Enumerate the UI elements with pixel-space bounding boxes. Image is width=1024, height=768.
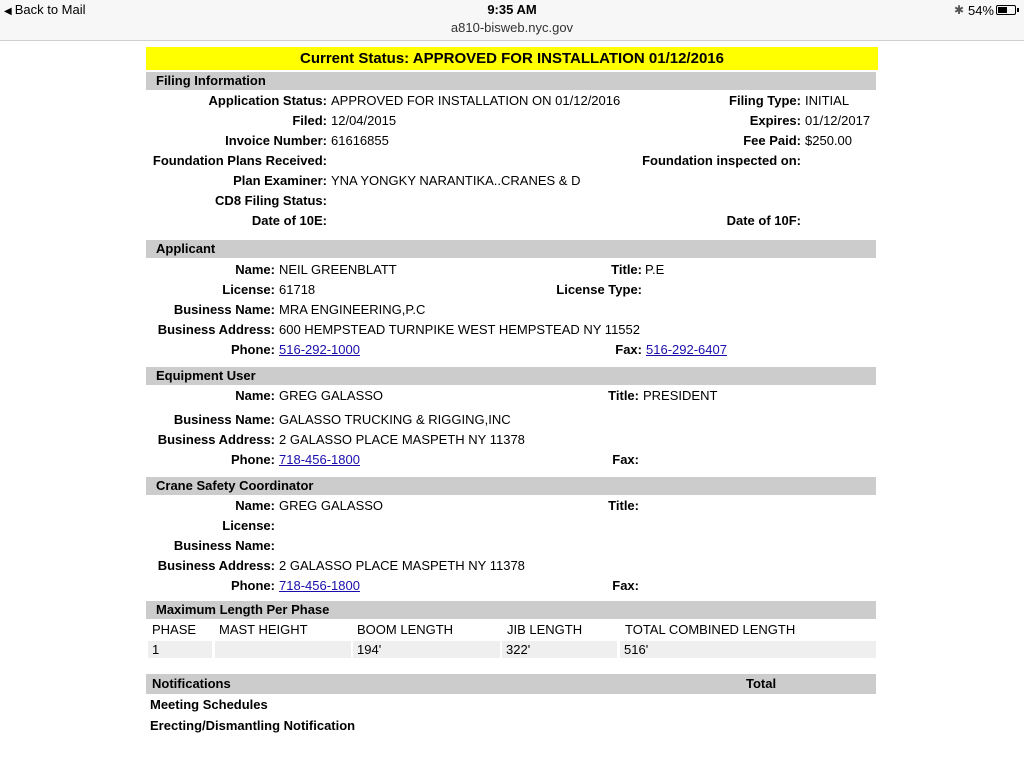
mast-height-cell — [215, 641, 351, 658]
applicant-license-type-label: License Type: — [556, 282, 642, 297]
boom-length-cell: 194' — [353, 641, 500, 658]
crane-safety-license-label: License: — [222, 518, 275, 533]
erecting-dismantling-notification-item: Erecting/Dismantling Notification — [150, 718, 356, 733]
equipment-user-business-name-label: Business Name: — [173, 412, 275, 427]
equipment-user-title-value: PRESIDENT — [643, 388, 718, 403]
equipment-user-phone-link[interactable]: 718-456-1800 — [279, 452, 360, 467]
phase-cell: 1 — [148, 641, 212, 658]
crane-safety-name-value: GREG GALASSO — [279, 498, 384, 513]
applicant-title-value: P.E — [645, 262, 665, 277]
crane-safety-phone-link[interactable]: 718-456-1800 — [279, 578, 360, 593]
section-header-crane-safety: Crane Safety Coordinator — [146, 477, 876, 495]
filed-value: 12/04/2015 — [331, 113, 397, 128]
applicant-business-name-value: MRA ENGINEERING,P.C — [279, 302, 426, 317]
applicant-phone-label: Phone: — [230, 342, 275, 357]
application-status-value: APPROVED FOR INSTALLATION ON 01/12/2016 — [331, 93, 621, 108]
crane-safety-business-address-value: 2 GALASSO PLACE MASPETH NY 11378 — [279, 558, 525, 573]
bluetooth-icon: ✱ — [953, 3, 964, 17]
fee-paid-value: $250.00 — [805, 133, 852, 148]
crane-safety-business-name-label: Business Name: — [173, 538, 275, 553]
application-status-label: Application Status: — [208, 93, 327, 108]
crane-safety-fax-label: Fax: — [612, 578, 639, 593]
equipment-user-business-name-value: GALASSO TRUCKING & RIGGING,INC — [279, 412, 511, 427]
phase-column-header: PHASE — [152, 622, 197, 637]
jib-length-column-header: JIB LENGTH — [507, 622, 583, 637]
applicant-business-address-value: 600 HEMPSTEAD TURNPIKE WEST HEMPSTEAD NY 11552 — [279, 322, 640, 337]
applicant-phone-link[interactable]: 516-292-1000 — [279, 342, 360, 357]
battery-icon — [996, 5, 1016, 15]
url-address[interactable]: a810-bisweb.nyc.gov — [450, 20, 574, 35]
current-status-banner: Current Status: APPROVED FOR INSTALLATION 01/12/2016 — [146, 47, 878, 70]
equipment-user-fax-label: Fax: — [612, 452, 639, 467]
equipment-user-name-label: Name: — [235, 388, 275, 403]
date-10f-label: Date of 10F: — [726, 213, 801, 228]
crane-safety-phone-label: Phone: — [230, 578, 275, 593]
crane-safety-title-label: Title: — [608, 498, 639, 513]
back-chevron-icon: ◀ — [4, 6, 12, 17]
notifications-header — [146, 674, 876, 694]
equipment-user-name-value: GREG GALASSO — [279, 388, 384, 403]
filing-type-value: INITIAL — [805, 93, 850, 108]
crane-safety-business-address-label: Business Address: — [157, 558, 275, 573]
applicant-business-name-label: Business Name: — [173, 302, 275, 317]
invoice-number-label: Invoice Number: — [225, 133, 327, 148]
applicant-title-label: Title: — [611, 262, 642, 277]
applicant-fax-link[interactable]: 516-292-6407 — [646, 342, 727, 357]
equipment-user-title-label: Title: — [608, 388, 639, 403]
mast-height-column-header: MAST HEIGHT — [219, 622, 308, 637]
battery-percent: 54% — [967, 3, 994, 18]
browser-status-bar — [0, 0, 1024, 41]
applicant-name-label: Name: — [235, 262, 275, 277]
notifications-label: Notifications — [152, 676, 231, 691]
applicant-license-value: 61718 — [279, 282, 316, 297]
filed-label: Filed: — [292, 113, 327, 128]
cd8-filing-status-label: CD8 Filing Status: — [215, 193, 327, 208]
column-divider — [883, 674, 885, 694]
fee-paid-label: Fee Paid: — [743, 133, 801, 148]
section-header-filing: Filing Information — [146, 72, 876, 90]
section-header-equipment-user: Equipment User — [146, 367, 876, 385]
invoice-number-value: 61616855 — [331, 133, 389, 148]
expires-label: Expires: — [749, 113, 801, 128]
applicant-name-value: NEIL GREENBLATT — [279, 262, 397, 277]
equipment-user-phone-label: Phone: — [230, 452, 275, 467]
expires-value: 01/12/2017 — [805, 113, 871, 128]
section-header-applicant: Applicant — [146, 240, 876, 258]
applicant-business-address-label: Business Address: — [157, 322, 275, 337]
meeting-schedules-item: Meeting Schedules — [150, 697, 268, 712]
applicant-license-label: License: — [222, 282, 275, 297]
applicant-fax-label: Fax: — [615, 342, 642, 357]
foundation-plans-label: Foundation Plans Received: — [152, 153, 327, 168]
plan-examiner-value: YNA YONGKY NARANTIKA..CRANES & D — [331, 173, 581, 188]
total-combined-length-column-header: TOTAL COMBINED LENGTH — [625, 622, 796, 637]
jib-length-cell: 322' — [502, 641, 617, 658]
plan-examiner-label: Plan Examiner: — [233, 173, 327, 188]
boom-length-column-header: BOOM LENGTH — [357, 622, 454, 637]
clock: 9:35 AM — [487, 2, 537, 17]
total-combined-length-cell: 516' — [620, 641, 876, 658]
total-label: Total — [746, 676, 777, 691]
equipment-user-business-address-value: 2 GALASSO PLACE MASPETH NY 11378 — [279, 432, 525, 447]
date-10e-label: Date of 10E: — [251, 213, 327, 228]
section-header-phase: Maximum Length Per Phase — [146, 601, 876, 619]
crane-safety-name-label: Name: — [235, 498, 275, 513]
equipment-user-business-address-label: Business Address: — [157, 432, 275, 447]
filing-type-label: Filing Type: — [729, 93, 801, 108]
back-label: Back to Mail — [14, 2, 86, 17]
foundation-inspected-label: Foundation inspected on: — [642, 153, 801, 168]
